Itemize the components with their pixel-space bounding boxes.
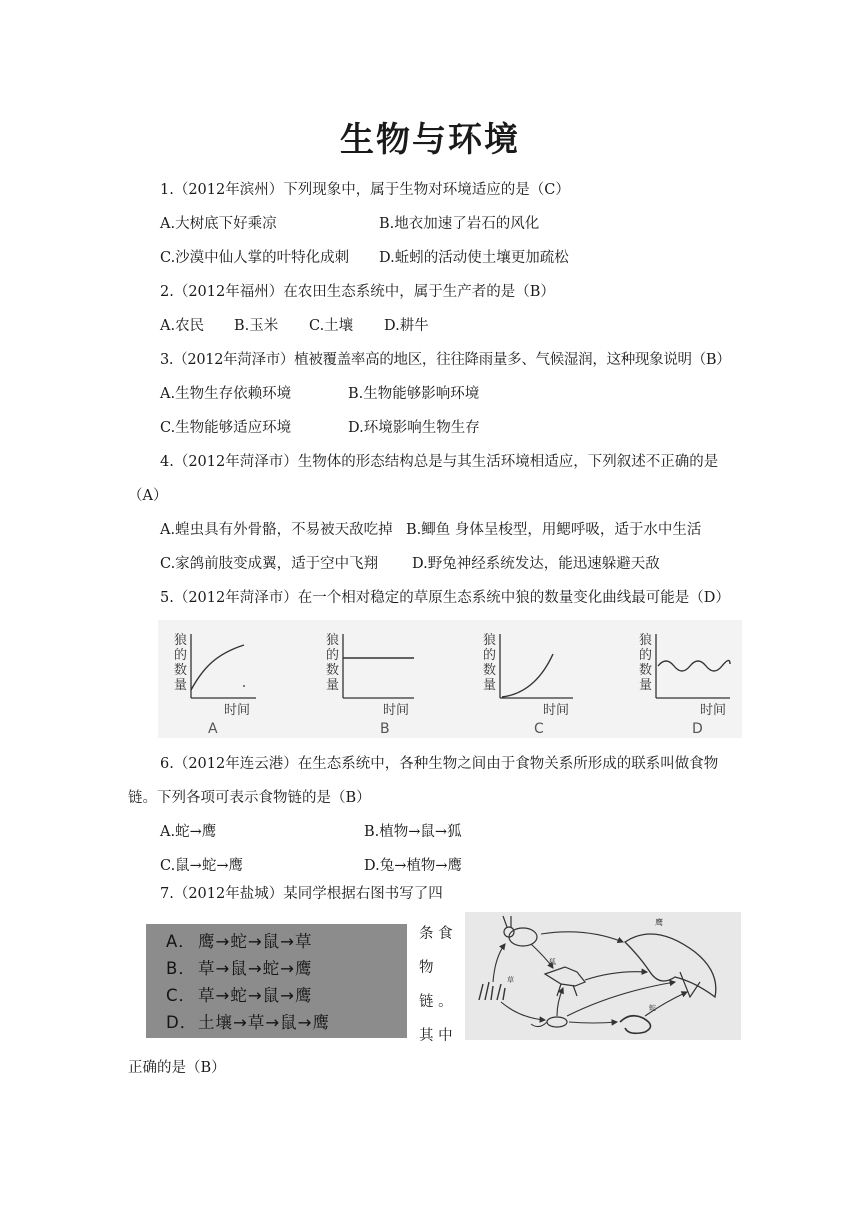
panel-d-curve bbox=[658, 660, 730, 671]
question-7-side-text-1: 条 食 bbox=[419, 926, 453, 942]
question-6-option-a: A.蛇→鹰 bbox=[160, 824, 217, 840]
panel-b-ylabel-4: 量 bbox=[326, 678, 340, 693]
panel-c-ylabel-4: 量 bbox=[483, 678, 497, 693]
question-2-option-c: C.土壤 bbox=[309, 318, 354, 334]
food-chain-option-d-text: 土壤→草→鼠→鹰 bbox=[198, 1013, 330, 1032]
grass-icon bbox=[479, 975, 514, 1000]
panel-a-graph bbox=[174, 632, 256, 737]
food-chain-option-a-text: 鹰→蛇→鼠→草 bbox=[198, 932, 313, 951]
panel-c-xlabel: 时间 bbox=[543, 703, 570, 718]
eagle-label: 鹰 bbox=[655, 918, 663, 927]
food-chain-option-b-letter: B． bbox=[166, 959, 196, 978]
food-chain-option-a-letter: A． bbox=[166, 932, 196, 951]
panel-b-ylabel-2: 的 bbox=[326, 648, 340, 663]
question-6-stem: 6.（2012年连云港）在生态系统中，各种生物之间由于食物关系所形成的联系叫做食物 bbox=[160, 756, 719, 772]
food-chain-option-c-letter: C． bbox=[166, 986, 197, 1005]
question-1-option-b: B.地衣加速了岩石的风化 bbox=[379, 216, 540, 232]
panel-a-xlabel: 时间 bbox=[224, 703, 251, 718]
question-6-option-b: B.植物→鼠→狐 bbox=[364, 824, 462, 840]
grass-label: 草 bbox=[507, 976, 514, 984]
panel-b-graph bbox=[326, 632, 414, 737]
food-chain-option-c bbox=[166, 982, 312, 1006]
question-4-option-a: A.蝗虫具有外骨骼，不易被天敌吃掉 bbox=[160, 522, 393, 538]
question-2-option-a: A.农民 bbox=[160, 318, 205, 334]
question-2-stem: 2.（2012年福州）在农田生态系统中，属于生产者的是（B） bbox=[160, 284, 555, 300]
eagle-icon bbox=[625, 917, 716, 997]
food-chain-option-d-letter: D． bbox=[166, 1013, 198, 1032]
question-1-option-d: D.蚯蚓的活动使土壤更加疏松 bbox=[379, 250, 569, 266]
rabbit-icon bbox=[503, 916, 537, 946]
panel-a-ylabel-3: 数 bbox=[174, 663, 188, 678]
panel-a-ylabel-4: 量 bbox=[174, 678, 188, 693]
question-4-stem-continued: （A） bbox=[128, 488, 168, 504]
question-2-option-d: D.耕牛 bbox=[384, 318, 429, 334]
food-chain-option-c-text: 草→蛇→鼠→鹰 bbox=[198, 986, 313, 1005]
food-chain-option-a bbox=[166, 928, 312, 952]
panel-b-ylabel-3: 数 bbox=[326, 663, 340, 678]
question-2-option-b: B.玉米 bbox=[234, 318, 279, 334]
panel-a-letter: A bbox=[208, 721, 218, 737]
panel-d-graph bbox=[639, 632, 730, 737]
question-6-option-c: C.鼠→蛇→鹰 bbox=[160, 858, 243, 874]
panel-d-letter: D bbox=[692, 721, 703, 737]
panel-c-graph bbox=[483, 632, 573, 737]
question-5-stem: 5.（2012年菏泽市）在一个相对稳定的草原生态系统中狼的数量变化曲线最可能是（D） bbox=[160, 590, 730, 606]
question-7-side-text-3: 链 。 bbox=[419, 994, 453, 1010]
fox-icon bbox=[545, 957, 585, 996]
food-web-figure bbox=[465, 912, 741, 1040]
wolf-population-curves-figure bbox=[158, 620, 742, 738]
question-1-option-c: C.沙漠中仙人掌的叶特化成刺 bbox=[160, 250, 350, 266]
question-3-option-c: C.生物能够适应环境 bbox=[160, 420, 292, 436]
panel-c-ylabel-3: 数 bbox=[483, 663, 497, 678]
question-7-side-text-4: 其 中 bbox=[419, 1028, 453, 1044]
question-3-stem: 3.（2012年菏泽市）植被覆盖率高的地区，往往降雨量多、气候湿润，这种现象说明（B） bbox=[160, 352, 731, 368]
panel-c-ylabel-1: 狼 bbox=[483, 633, 497, 648]
question-3-option-b: B.生物能够影响环境 bbox=[348, 386, 480, 402]
question-1-stem: 1.（2012年滨州）下列现象中，属于生物对环境适应的是（C） bbox=[160, 182, 570, 198]
panel-d-ylabel-4: 量 bbox=[639, 678, 653, 693]
panel-d-xlabel: 时间 bbox=[700, 703, 727, 718]
panel-a-ylabel-1: 狼 bbox=[174, 633, 188, 648]
panel-c-ylabel-2: 的 bbox=[483, 648, 497, 663]
question-7-stem: 7.（2012年盐城）某同学根据右图书写了四 bbox=[160, 886, 443, 902]
food-chain-option-d bbox=[166, 1009, 330, 1033]
panel-d-ylabel-3: 数 bbox=[639, 663, 653, 678]
panel-d-ylabel-2: 的 bbox=[639, 648, 653, 663]
food-chain-option-b bbox=[166, 955, 312, 979]
food-chain-option-b-text: 草→鼠→蛇→鹰 bbox=[198, 959, 313, 978]
question-6-option-d: D.兔→植物→鹰 bbox=[364, 858, 463, 874]
question-1-option-a: A.大树底下好乘凉 bbox=[160, 216, 277, 232]
snake-icon bbox=[620, 1003, 656, 1033]
panel-d-ylabel-1: 狼 bbox=[639, 633, 653, 648]
fox-label: 狐 bbox=[549, 958, 556, 966]
panel-b-xlabel: 时间 bbox=[383, 703, 410, 718]
question-7-side-text-2: 物 bbox=[419, 960, 434, 976]
question-4-option-c: C.家鸽前肢变成翼，适于空中飞翔 bbox=[160, 556, 379, 572]
panel-b-letter: B bbox=[380, 721, 390, 737]
question-3-option-a: A.生物生存依赖环境 bbox=[160, 386, 292, 402]
page-title: 生物与环境 bbox=[340, 120, 520, 160]
question-4-option-d: D.野兔神经系统发达，能迅速躲避天敌 bbox=[412, 556, 660, 572]
question-3-option-d: D.环境影响生物生存 bbox=[348, 420, 480, 436]
panel-a-ylabel-2: 的 bbox=[174, 648, 188, 663]
panel-c-curve bbox=[502, 654, 553, 697]
question-7-stem-end: 正确的是（B） bbox=[128, 1060, 226, 1076]
panel-b-ylabel-1: 狼 bbox=[326, 633, 340, 648]
question-4-stem: 4.（2012年菏泽市）生物体的形态结构总是与其生活环境相适应，下列叙述不正确的是 bbox=[160, 454, 719, 470]
food-chain-options-figure bbox=[146, 924, 407, 1038]
question-4-option-b: B.鲫鱼 身体呈梭型，用鳃呼吸，适于水中生活 bbox=[406, 522, 702, 538]
panel-c-letter: C bbox=[534, 721, 544, 737]
question-6-stem-continued: 链。下列各项可表示食物链的是（B） bbox=[128, 790, 371, 806]
panel-a-curve bbox=[191, 645, 244, 690]
snake-label: 蛇 bbox=[649, 1004, 656, 1012]
